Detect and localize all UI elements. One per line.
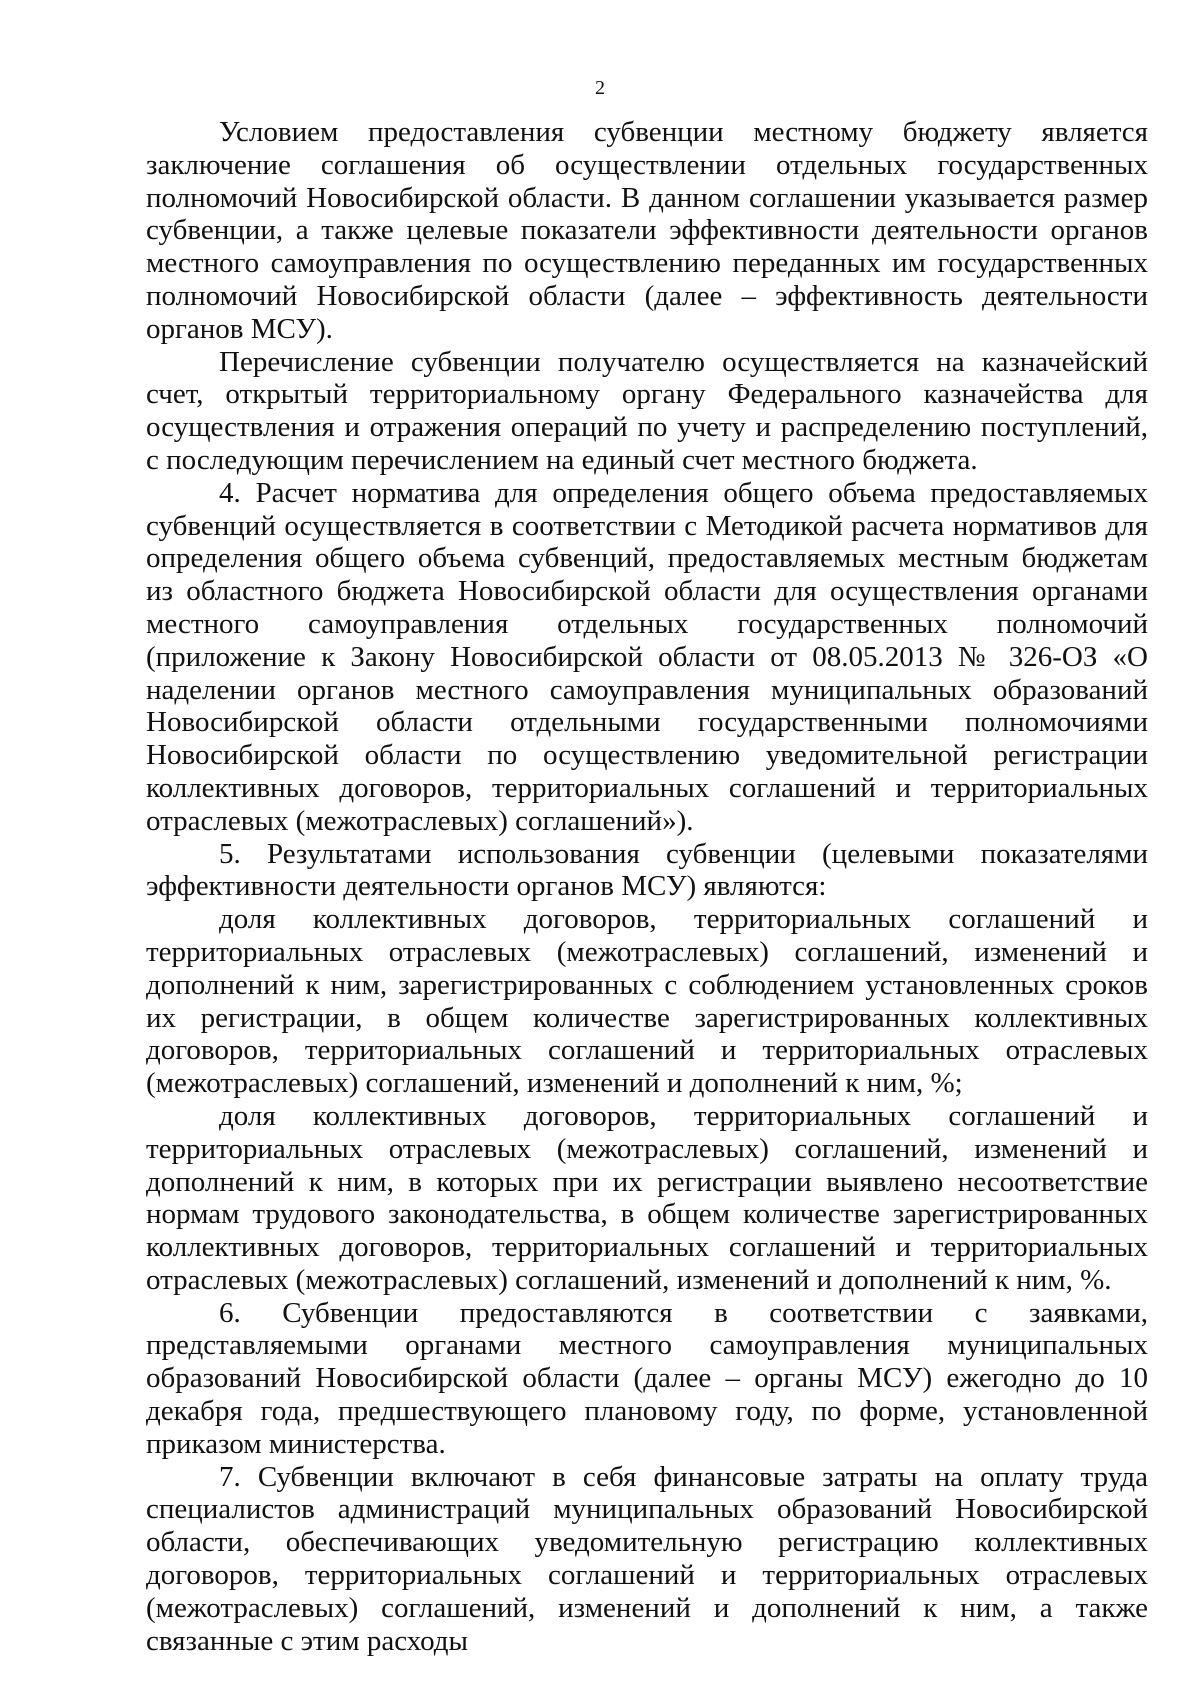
paragraph-item-5: 5. Результатами использования субвенции (целевыми показателями эффективности деятельности органов МСУ) являются: <box>146 837 1148 903</box>
paragraph-indicator-2: доля коллективных договоров, территориальных соглашений и территориальных отраслевых (межотраслевых) соглашений, изменений и дополнений к ним, в которых при их регистрации выявлено несоответствие нормам трудового законодательства, в общем количестве зарегистрированных коллективных договоров, территориальных соглашений и территориальных отраслевых (межотраслевых) соглашений, изменений и дополнений к ним, %. <box>146 1099 1148 1296</box>
paragraph-subvention-transfer: Перечисление субвенции получателю осуществляется на казначейский счет, открытый территориальному органу Федерального казначейства для осуществления и отражения операций по учету и распределению поступлений, с последующим перечислением на единый счет местного бюджета. <box>146 345 1148 476</box>
paragraph-item-6: 6. Субвенции предоставляются в соответствии с заявками, представляемыми органами местного самоуправления муниципальных образований Новосибирской области (далее – органы МСУ) ежегодно до 10 декабря года, предшествующего плановому году, по форме, установленной приказом министерства. <box>146 1296 1148 1460</box>
document-body <box>146 116 1148 1657</box>
paragraph-item-7: 7. Субвенции включают в себя финансовые затраты на оплату труда специалистов администраций муниципальных образований Новосибирской области, обеспечивающих уведомительную регистрацию коллективных договоров, территориальных соглашений и территориальных отраслевых (межотраслевых) соглашений, изменений и дополнений к ним, а также связанные с этим расходы <box>146 1460 1148 1657</box>
paragraph-subvention-condition: Условием предоставления субвенции местному бюджету является заключение соглашения об осуществлении отдельных государственных полномочий Новосибирской области. В данном соглашении указывается размер субвенции, а также целевые показатели эффективности деятельности органов местного самоуправления по осуществлению переданных им государственных полномочий Новосибирской области (далее – эффективность деятельности органов МСУ). <box>146 116 1148 345</box>
page-number: 2 <box>595 77 605 99</box>
paragraph-item-4: 4. Расчет норматива для определения общего объема предоставляемых субвенций осуществляется в соответствии с Методикой расчета нормативов для определения общего объема субвенций, предоставляемых местным бюджетам из областного бюджета Новосибирской области для осуществления органами местного самоуправления отдельных государственных полномочий (приложение к Закону Новосибирской области от 08.05.2013 № 326-ОЗ «О наделении органов местного самоуправления муниципальных образований Новосибирской области отдельными государственными полномочиями Новосибирской области по осуществлению уведомительной регистрации коллективных договоров, территориальных соглашений и территориальных отраслевых (межотраслевых) соглашений»). <box>146 476 1148 837</box>
paragraph-indicator-1: доля коллективных договоров, территориальных соглашений и территориальных отраслевых (межотраслевых) соглашений, изменений и дополнений к ним, зарегистрированных с соблюдением установленных сроков их регистрации, в общем количестве зарегистрированных коллективных договоров, территориальных соглашений и территориальных отраслевых (межотраслевых) соглашений, изменений и дополнений к ним, %; <box>146 903 1148 1100</box>
